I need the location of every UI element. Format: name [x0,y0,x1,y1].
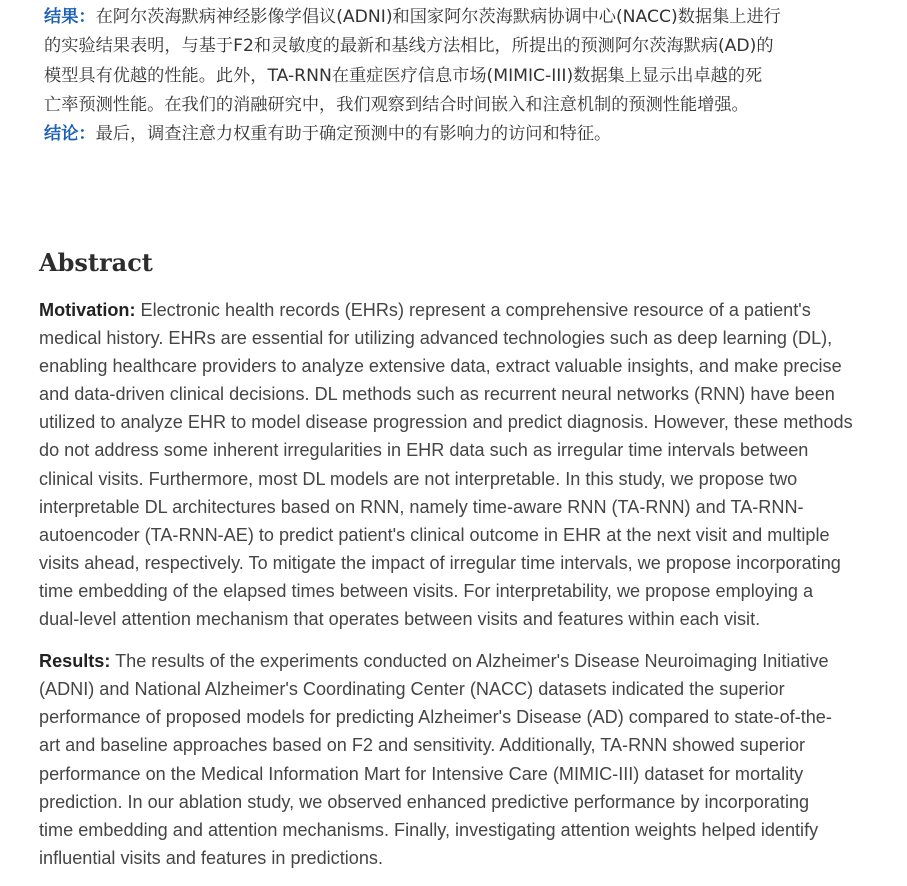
motivation-line: Electronic health records (EHRs) represent a comprehensive resource of a patient's [135,300,811,320]
zh-results-line: 亡率预测性能。在我们的消融研究中，我们观察到结合时间嵌入和注意机制的预测性能增强。 [44,94,749,115]
motivation-line: enabling healthcare providers to analyze extensive data, extract valuable insights, and make precise [39,356,842,377]
motivation-line: interpretable DL architectures based on RNN, namely time-aware RNN (TA-RNN) and TA-RNN- [39,496,804,517]
results-line: performance of proposed models for predicting Alzheimer's Disease (AD) compared to state-of-the- [39,707,832,728]
motivation-line: autoencoder (TA-RNN-AE) to predict patient's clinical outcome in EHR at the next visit and multiple [39,524,830,545]
zh-conclusion-text: 最后，调查注意力权重有助于确定预测中的有影响力的访问和特征。 [95,124,612,145]
motivation-line: utilized to analyze EHR to model disease progression and predict diagnosis. However, these methods [39,412,853,433]
zh-results-line: 的实验结果表明，与基于F2和灵敏度的最新和基线方法相比，所提出的预测阿尔茨海默病(AD)的 [44,36,774,57]
results-line: time embedding and attention mechanisms. Finally, investigating attention weights helped identify [39,819,819,840]
motivation-line: time embedding of the elapsed times between visits. For interpretability, we propose employing a [39,580,814,601]
zh-conclusion-paragraph [44,120,884,149]
motivation-line: do not address some inherent irregularities in EHR data such as irregular time intervals between [39,440,809,461]
motivation-line: clinical visits. Furthermore, most DL models are not interpretable. In this study, we propose two [39,468,798,489]
motivation-line: dual-level attention mechanism that operates between visits and features within each visit. [39,609,761,630]
zh-results-line: 模型具有优越的性能。此外，TA-RNN在重症医疗信息市场(MIMIC-III)数据集上显示出卓越的死 [44,65,763,86]
zh-results-label: 结果： [44,7,96,27]
zh-results-paragraph [44,3,884,120]
motivation-line: and data-driven clinical decisions. DL methods such as recurrent neural networks (RNN) have been [39,384,835,405]
zh-conclusion-label: 结论： [44,124,96,145]
results-line: performance on the Medical Information Mart for Intensive Care (MIMIC-III) dataset for mortality [39,763,804,784]
results-line: The results of the experiments conducted on Alzheimer's Disease Neuroimaging Initiative [110,651,829,672]
motivation-line: medical history. EHRs are essential for utilizing advanced technologies such as deep learning (DL), [39,328,833,349]
abstract-body [39,296,889,886]
motivation-label: Motivation: [39,300,136,320]
zh-results-line: 在阿尔茨海默病神经影像学倡议(ADNI)和国家阿尔茨海默病协调中心(NACC)数据集上进行 [95,7,781,27]
results-line: (ADNI) and National Alzheimer's Coordinating Center (NACC) datasets indicated the superior [39,679,785,700]
abstract-line [39,296,889,324]
results-line: prediction. In our ablation study, we observed enhanced predictive performance by incorporating [39,791,810,812]
chinese-summary [44,3,884,149]
results-line: influential visits and features in predictions. [39,847,383,868]
results-paragraph [39,647,889,872]
abstract-heading: Abstract [39,248,153,277]
motivation-paragraph [39,296,889,633]
abstract-line [39,647,889,675]
results-label: Results: [39,651,111,672]
results-line: art and baseline approaches based on F2 and sensitivity. Additionally, TA-RNN showed superior [39,735,806,756]
motivation-line: visits ahead, respectively. To mitigate the impact of irregular time intervals, we propose incorporating [39,552,841,573]
